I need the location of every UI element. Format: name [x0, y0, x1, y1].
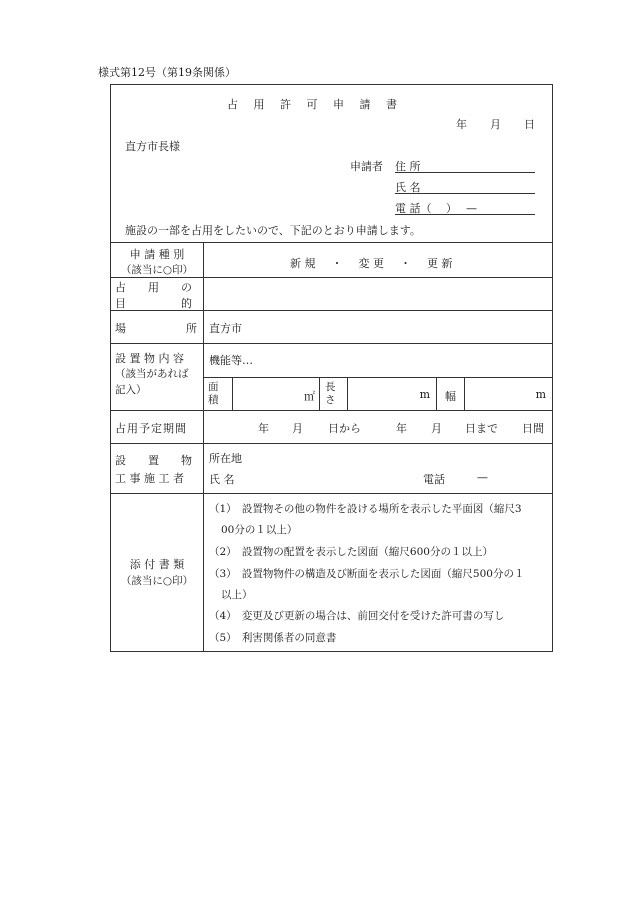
intro-text: 施設の一部を占用をしたいので、下記のとおり申請します。: [125, 224, 421, 237]
applicant-prefix: 申請者: [350, 160, 383, 173]
purpose-label-2: 目 的: [115, 297, 192, 310]
type-option-new[interactable]: 新 規: [290, 257, 316, 270]
type-option-renew[interactable]: 更 新: [427, 257, 453, 270]
date-year: 年: [456, 118, 467, 131]
form-title: 占 用 許 可 申 請 書: [227, 98, 403, 111]
contractor-name-label: 氏 名: [209, 473, 235, 486]
column-divider: [203, 242, 204, 652]
place-label-a: 場: [115, 322, 126, 335]
length-label: 長 さ: [325, 381, 336, 406]
applicant-address-label: 住 所: [395, 160, 421, 173]
width-label: 幅: [445, 390, 456, 403]
row-divider: [110, 493, 553, 494]
area-label: 面 積: [208, 381, 219, 406]
purpose-label: 占 用 の: [115, 281, 192, 294]
attachment-item-1[interactable]: （1） 設置物その他の物件を設ける場所を表示した平面図（縮尺3: [209, 503, 522, 515]
installation-function[interactable]: 機能等…: [209, 354, 253, 367]
row-divider: [203, 377, 553, 378]
date-day: 日: [524, 118, 535, 131]
period-from: 日から: [328, 422, 361, 435]
type-option-change[interactable]: 変 更: [358, 257, 384, 270]
attachment-item-4[interactable]: （4） 変更及び更新の場合は、前回交付を受けた許可書の写し: [209, 610, 505, 622]
type-label-note: （該当に○印）: [120, 264, 194, 276]
column-divider: [464, 377, 465, 410]
period-to: 日まで: [465, 422, 498, 435]
period-year-2: 年: [396, 422, 407, 435]
period-year-1: 年: [258, 422, 269, 435]
type-label: 申 請 種 別: [129, 248, 185, 261]
applicant-phone-label: 電 話（ ） —: [395, 202, 477, 215]
contractor-location-label: 所在地: [209, 452, 242, 465]
period-days: 日間: [522, 422, 544, 435]
attachment-item-2[interactable]: （2） 設置物の配置を表示した図面（縮尺600分の１以上）: [209, 546, 493, 558]
period-label: 占用予定期間: [115, 422, 187, 435]
attachment-item-5[interactable]: （5） 利害関係者の同意書: [209, 632, 337, 644]
date-month: 月: [490, 118, 501, 131]
attachment-item-3[interactable]: （3） 設置物物件の構造及び断面を表示した図面（縮尺500分の１: [209, 568, 525, 580]
width-unit: m: [535, 388, 546, 401]
period-month-1: 月: [292, 422, 303, 435]
column-divider: [347, 377, 348, 410]
row-divider: [110, 343, 553, 344]
attachment-item-1-cont: 00分の１以上）: [221, 524, 298, 536]
length-unit: m: [419, 388, 430, 401]
attachments-label: 添 付 書 類: [129, 558, 185, 571]
addressee: 直方市長様: [125, 140, 180, 153]
place-value[interactable]: 直方市: [209, 322, 242, 335]
column-divider: [232, 377, 233, 410]
contractor-label: 設 置 物: [115, 454, 192, 467]
type-separator: ・: [331, 257, 343, 270]
applicant-address-field[interactable]: [395, 158, 535, 173]
row-divider: [110, 242, 553, 243]
purpose-field[interactable]: [205, 280, 550, 308]
row-divider: [110, 410, 553, 411]
applicant-phone-field[interactable]: [395, 200, 535, 215]
row-divider: [110, 443, 553, 444]
applicant-name-field[interactable]: [395, 179, 535, 194]
installation-label-note: （該当があれば: [115, 368, 189, 380]
applicant-name-label: 氏 名: [395, 181, 421, 194]
place-label-b: 所: [186, 322, 197, 335]
contractor-phone-label: 電話: [423, 473, 445, 486]
form-number: 様式第12号（第19条関係）: [98, 66, 236, 79]
period-month-2: 月: [431, 422, 442, 435]
installation-label-note-2: 記入）: [115, 384, 147, 396]
attachment-item-3-cont: 以上）: [221, 589, 253, 601]
column-divider: [319, 377, 320, 410]
contractor-phone-dash: —: [477, 471, 488, 484]
type-options: [290, 255, 453, 271]
type-separator: ・: [400, 257, 411, 270]
installation-label: 設 置 物 内 容: [115, 352, 184, 365]
area-unit: ㎡: [304, 390, 315, 403]
contractor-label-2: 工 事 施 工 者: [115, 472, 184, 485]
attachments-label-note: （該当に○印）: [120, 575, 194, 587]
row-divider: [110, 277, 553, 278]
